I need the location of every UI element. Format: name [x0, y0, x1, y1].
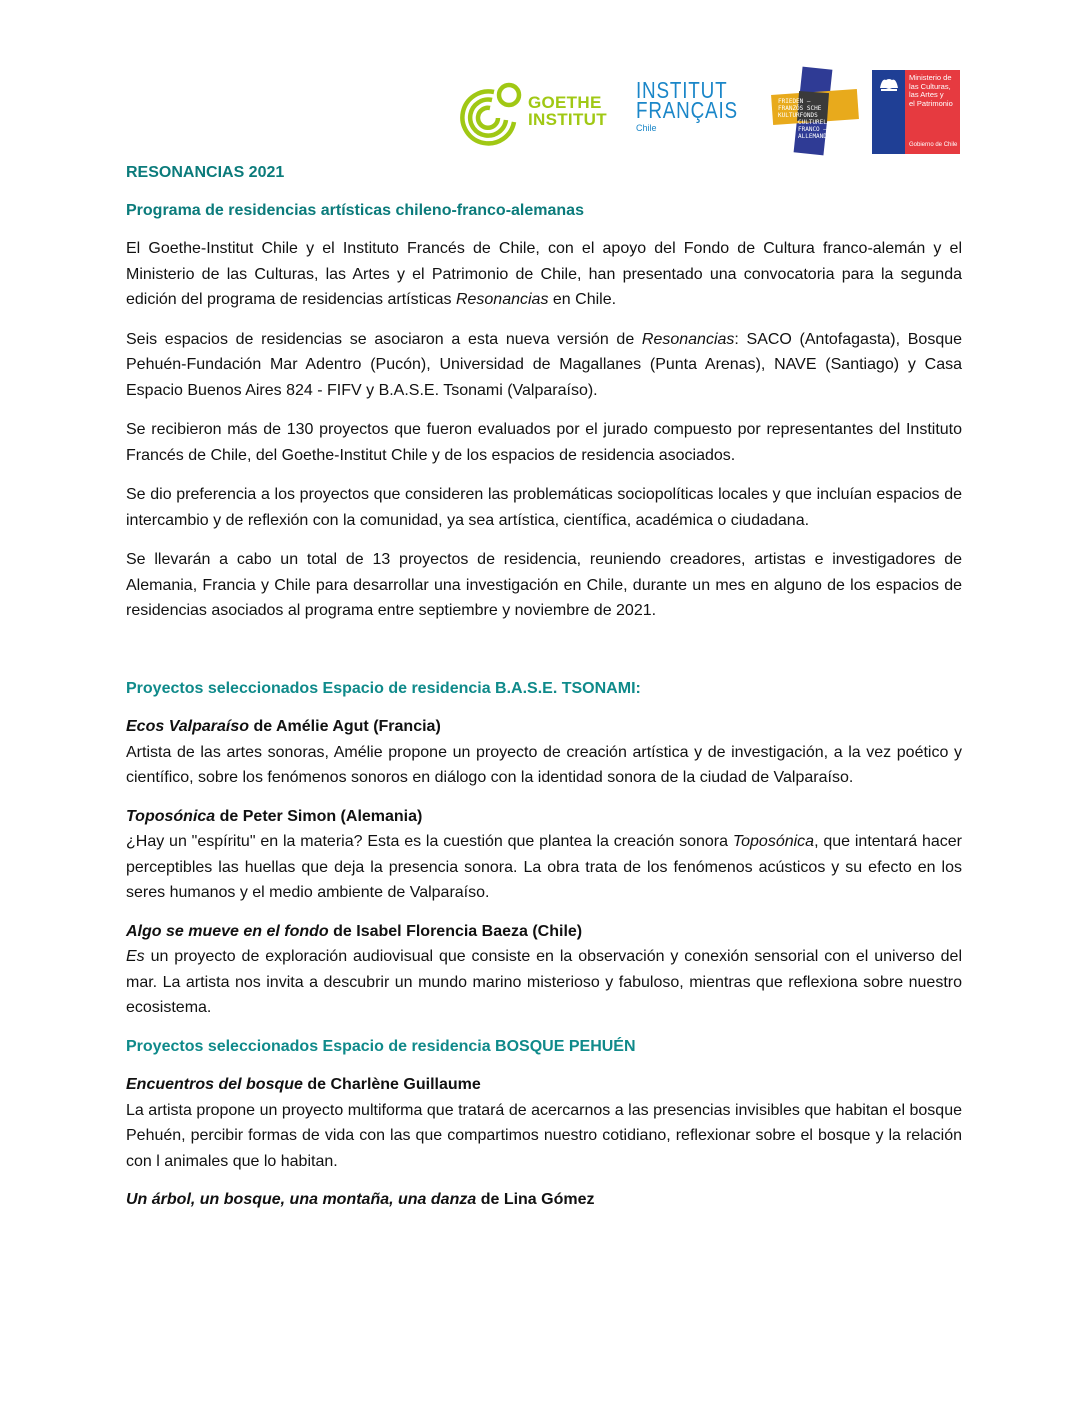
paragraph-intro: El Goethe-Institut Chile y el Instituto Francés de Chile, con el apoyo del Fondo de Cultura franco-alemán y el Ministerio de las Culturas, las Artes y el Patrimonio de Chile, han presentado una convocatoria para la segunda edición del programa de residencias artísticas Resonancias en Chile. — [126, 240, 962, 308]
document-title: RESONANCIAS 2021 — [126, 164, 285, 181]
project-title: Algo se mueve en el fondo de Isabel Florencia Baeza (Chile) — [126, 922, 583, 940]
fonds-text-line: FRANZÖS SCHE — [778, 105, 822, 112]
project-toposonica — [126, 804, 962, 906]
project-title: Encuentros del bosque de Charlène Guillaume — [126, 1076, 481, 1093]
fonds-text-line: CULTUREL — [798, 119, 827, 126]
ministerio-text-line: el Patrimonio — [909, 98, 953, 108]
ministerio-logo-text — [909, 74, 953, 108]
goethe-spiral-icon — [454, 78, 524, 148]
section-heading-tsonami: Proyectos seleccionados Espacio de residencia B.A.S.E. TSONAMI: — [126, 679, 641, 697]
fonds-culturel-franco-allemand-logo — [772, 68, 860, 154]
project-description: ¿Hay un "espíritu" en la materia? Esta es la cuestión que plantea la creación sonora Toposónica, que intentará hacer perceptibles las huellas que deja la presencia sonora. La obra trata de los fenómenos acústicos y su efecto en los seres humanos y el medio ambiente de Valparaíso. — [126, 833, 963, 901]
ministerio-culturas-logo — [872, 70, 960, 154]
goethe-line1: GOETHE — [528, 93, 602, 112]
document-subtitle: Programa de residencias artísticas chileno-franco-alemanas — [126, 201, 584, 219]
ifr-line1: INSTITUT — [636, 77, 728, 103]
project-encuentros-del-bosque — [126, 1072, 962, 1174]
project-description: Es un proyecto de exploración audiovisual que consiste en la observación y conexión sensorial con el universo del mar. La artista nos invita a descubrir un mundo marino misterioso y fabuloso, mientras que reflexiona sobre nuestro ecosistema. — [126, 948, 962, 1016]
project-ecos-valparaiso — [126, 714, 962, 791]
paragraph-residencias: Se llevarán a cabo un total de 13 proyectos de residencia, reuniendo creadores, artistas e investigadores de Alemania, Francia y Chile para desarrollar una investigación en Chile, durante un mes en alguno de los espacios de residencias asociados al programa entre septiembre y noviembre de 2021. — [126, 551, 962, 619]
project-description: La artista propone un proyecto multiforma que tratará de acercarnos a las presencias invisibles que habitan el bosque Pehuén, percibir formas de vida con las que compartimos nuestro cotidiano, reflexionar sobre el bosque y la relación con l animales que lo habitan. — [126, 1101, 962, 1170]
fonds-logo-text — [778, 98, 827, 140]
ministerio-text-line: las Artes y — [909, 90, 944, 99]
project-title: Un árbol, un bosque, una montaña, una danza de Lina Gómez — [126, 1191, 595, 1208]
paragraph-espacios: Seis espacios de residencias se asociaron a esta nueva versión de Resonancias: SACO (Antofagasta), Bosque Pehuén-Fundación Mar Adentro (Pucón), Universidad de Magallanes (Punta Arenas), NAVE (Santiago) y Casa Espacio Buenos Aires 824 - FIFV y B.A.S.E. Tsonami (Valparaíso). — [126, 330, 963, 399]
goethe-line2: INSTITUT — [528, 110, 607, 129]
chile-coat-of-arms-icon — [878, 74, 900, 92]
ministerio-text-line: las Culturas, — [909, 81, 951, 91]
paragraph-preferencia: Se dio preferencia a los proyectos que consideren las problemáticas sociopolíticas locales y que incluían espacios de intercambio y de reflexión con la comunidad, ya sea artística, científica, académica o ciudadana. — [126, 486, 962, 529]
header-logos — [454, 66, 964, 158]
project-title: Ecos Valparaíso de Amélie Agut (Francia) — [126, 718, 441, 735]
gobierno-de-chile-label: Gobierno de Chile — [909, 142, 958, 148]
ministerio-text-line: Ministerio de — [909, 73, 952, 82]
ifr-sub: Chile — [636, 123, 657, 133]
project-title: Toposónica de Peter Simon (Alemania) — [126, 807, 423, 825]
fonds-text-line: FRANCO – — [798, 126, 827, 133]
institut-francais-logo — [636, 77, 751, 146]
paragraph-proyectos: Se recibieron más de 130 proyectos que fueron evaluados por el jurado compuesto por representantes del Instituto Francés de Chile, del Goethe-Institut Chile y de los espacios de residencia asociados. — [126, 421, 962, 464]
document-body — [126, 160, 962, 1213]
goethe-institut-logo — [454, 78, 614, 148]
section-heading-bosque-pehuen: Proyectos seleccionados Espacio de residencia BOSQUE PEHUÉN — [126, 1037, 636, 1055]
project-un-arbol — [126, 1187, 962, 1213]
goethe-logo-text — [528, 94, 607, 128]
project-algo-se-mueve — [126, 919, 962, 1021]
fonds-text-line: KULTURFONDS — [778, 112, 818, 119]
fonds-text-line: ALLEMAND — [798, 133, 827, 140]
project-description: Artista de las artes sonoras, Amélie propone un proyecto de creación artística y de investigación, a la vez poético y científico, sobre los fenómenos sonoros en diálogo con la identidad sonora de la ciudad de Valparaíso. — [126, 743, 962, 786]
fonds-text-line: FRIEDEN – — [778, 98, 811, 105]
ifr-line2: FRANÇAIS — [636, 97, 738, 123]
